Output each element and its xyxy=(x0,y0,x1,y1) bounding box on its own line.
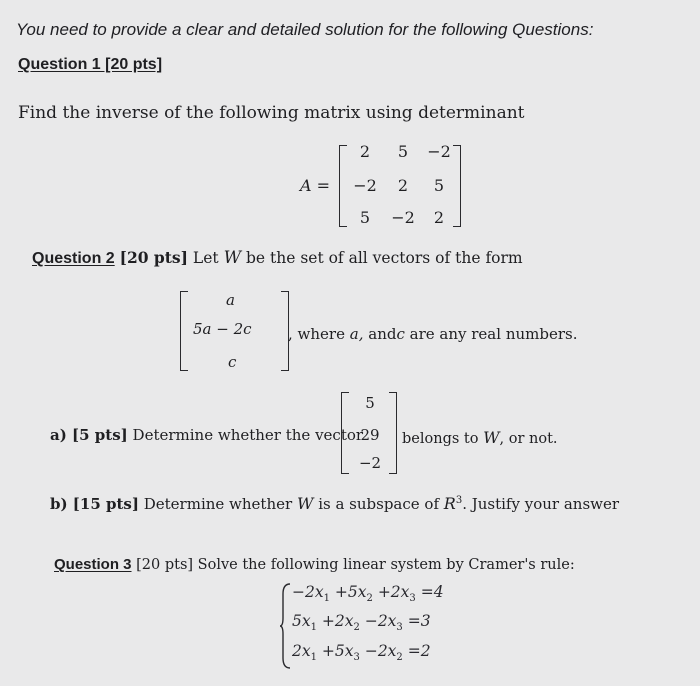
where-clause: , where a, andc are any real numbers. xyxy=(288,325,578,343)
vector-entry: a xyxy=(226,291,235,309)
matrix-cell: 2 xyxy=(433,208,445,227)
matrix-cell: −2 xyxy=(353,176,377,195)
question-1-heading: Question 1 [20 pts] xyxy=(18,56,163,73)
vector-entry: 29 xyxy=(360,426,380,444)
set-w-symbol: W xyxy=(223,248,242,268)
question-2-line xyxy=(32,248,523,268)
vector-entry: c xyxy=(228,353,237,371)
question-2-points: [20 pts] xyxy=(119,248,188,267)
part-a-text: a) [5 pts] Determine whether the vector xyxy=(50,426,364,444)
question-3-line xyxy=(54,556,575,573)
matrix-label: A = xyxy=(300,176,331,195)
vector-entry: −2 xyxy=(358,454,382,472)
part-b-text: b) [15 pts] Determine whether W is a subspace of $R^3$. Justify your answer xyxy=(50,494,620,513)
matrix-left-bracket xyxy=(339,145,347,227)
matrix-cell: 5 xyxy=(397,142,409,161)
vector-left-bracket xyxy=(341,392,349,474)
question-3-points: [20 pts] xyxy=(136,557,194,573)
matrix-cell: 5 xyxy=(359,208,371,227)
matrix-right-bracket xyxy=(453,145,461,227)
vector-entry: 5 xyxy=(365,394,375,412)
instructions-text: You need to provide a clear and detailed solution for the following Questions: xyxy=(16,20,594,39)
matrix-cell: 2 xyxy=(397,176,409,195)
vector-entry: 5a − 2c xyxy=(193,320,252,338)
question-2-text-pre: Let xyxy=(192,249,219,267)
question-2-text-post: be the set of all vectors of the form xyxy=(245,249,523,267)
question-3-heading: Question 3 xyxy=(54,556,132,573)
part-a-text-post: belongs to W, or not. xyxy=(402,428,558,447)
vector-left-bracket xyxy=(180,291,188,371)
equation-3: $2x_1 +5x_3 -2x_2 =2$ xyxy=(292,642,431,664)
system-brace xyxy=(280,582,292,670)
matrix-cell: 2 xyxy=(359,142,371,161)
equation-2: $5x_1 +2x_2 -2x_3 =3$ xyxy=(292,612,431,634)
equation-1: $-2x_1 +5x_2 +2x_3 =4$ xyxy=(292,583,444,605)
matrix-cell: −2 xyxy=(427,142,451,161)
matrix-cell: 5 xyxy=(433,176,445,195)
question-3-text: Solve the following linear system by Cramer's rule: xyxy=(197,557,575,573)
question-1-text: Find the inverse of the following matrix using determinant xyxy=(18,103,525,123)
vector-right-bracket xyxy=(389,392,397,474)
question-2-heading: Question 2 xyxy=(32,250,115,267)
matrix-cell: −2 xyxy=(391,208,415,227)
